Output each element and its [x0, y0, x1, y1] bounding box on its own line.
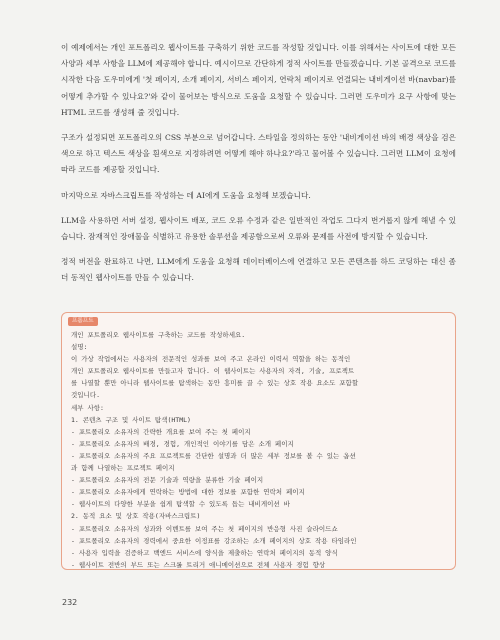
- prompt-box: [61, 312, 456, 570]
- page-number: 232: [62, 598, 78, 607]
- prompt-line: 설명:: [71, 343, 88, 352]
- prompt-line: - 포트폴리오 소유자의 주요 프로젝트를 간단한 설명과 더 많은 세부 정보를 볼 수 있는 옵션: [71, 451, 356, 460]
- prompt-line: - 사용자 입력을 검증하고 백엔드 서비스에 양식을 제출하는 연락처 페이지의 동적 양식: [71, 548, 338, 557]
- prompt-line: 1. 콘텐츠 구조 및 사이트 탐색(HTML): [71, 415, 191, 424]
- prompt-line: 과 함께 나열하는 프로젝트 페이지: [71, 464, 175, 473]
- prompt-line: - 포트폴리오 소유자의 성과와 이벤트를 보여 주는 첫 페이지의 반응형 사진 슬라이드쇼: [71, 524, 338, 533]
- prompt-line: 개인 포트폴리오 웹사이트를 구축하는 코드를 작성하세요.: [71, 331, 246, 339]
- prompt-text: [71, 329, 447, 570]
- prompt-line: 것입니다.: [71, 391, 101, 400]
- paragraph: 구조가 설정되면 포트폴리오의 CSS 부분으로 넘어갑니다. 스타일을 정의하는 동안 '내비게이션 바의 배경 색상을 검은색으로 하고 텍스트 색상을 흰색으로 지정하려면 어떻게 해야 하나요?'라고 물어볼 수 있습니다. 그러면 LLM이 요청에 따라 코드를 제공할 것입니다.: [61, 133, 456, 175]
- paragraph: 마지막으로 자바스크립트를 작성하는 데 AI에게 도움을 요청해 보겠습니다.: [61, 190, 311, 200]
- prompt-line: 2. 동적 요소 및 상호 작용(자바스크립트): [71, 512, 201, 521]
- prompt-line: - 포트폴리오 소유자의 간략한 개요를 보여 주는 첫 페이지: [71, 427, 251, 436]
- prompt-tag: 프롬프트: [68, 317, 98, 326]
- body-text: [61, 40, 456, 296]
- prompt-line: - 포트폴리오 소유자에게 연락하는 방법에 대한 정보를 포함한 연락처 페이지: [71, 488, 305, 497]
- prompt-line: 이 가상 작업에서는 사용자의 전문적인 성과를 보여 주고 온라인 이력서 역할을 하는 동적인: [71, 355, 351, 364]
- prompt-line: - 포트폴리오 소유자의 경력에서 중요한 이정표를 강조하는 소개 페이지의 상호 작용 타임라인: [71, 536, 357, 545]
- paragraph: 이 예제에서는 개인 포트폴리오 웹사이트를 구축하기 위한 코드를 작성할 것입니다. 이를 위해서는 사이트에 대한 모든 사양과 세부 사항을 LLM에 제공해야 합니다. 예시이므로 간단하게 정적 사이트를 만들겠습니다. 기본 골격으로 코드를 시작한 다음 도우미에게 '첫 페이지, 소개 페이지, 서비스 페이지, 연락처 페이지로 연결되는 내비게이션 바(navbar)를 어떻게 추가할 수 있나요?'와 같이 물어보는 방식으로 도움을 요청할 수 있습니다. 그러면 도우미가 요구 사항에 맞는 HTML 코드를 생성해 줄 것입니다.: [61, 43, 456, 117]
- prompt-line: - 포트폴리오 소유자의 배경, 경험, 개인적인 이야기를 담은 소개 페이지: [71, 439, 294, 448]
- prompt-line: - 웹사이트의 다양한 부분을 쉽게 탐색할 수 있도록 돕는 내비게이션 바: [71, 500, 290, 509]
- prompt-line: 개인 포트폴리오 웹사이트를 만들고자 합니다. 이 웹사이트는 사용자의 자격, 기술, 프로젝트: [71, 367, 355, 376]
- prompt-line: 를 나열할 뿐만 아니라 웹사이트를 탐색하는 동안 흥미를 끌 수 있는 상호 작용 요소도 포함할: [71, 379, 359, 388]
- prompt-line: - 포트폴리오 소유자의 전문 기술과 역량을 분류한 기술 페이지: [71, 476, 264, 485]
- paragraph: LLM을 사용하면 서버 설정, 웹사이트 배포, 코드 오류 수정과 같은 일반적인 작업도 그다지 번거롭지 않게 해낼 수 있습니다. 잠재적인 장애물을 식별하고 유용한 솔루션을 제공함으로써 오류와 문제를 사전에 방지할 수 있습니다.: [61, 215, 456, 242]
- prompt-line: 세부 사항:: [71, 403, 104, 412]
- prompt-line: - 웹사이트 전반의 부드 또는 스크롤 트리거 애니메이션으로 전체 사용자 경험 향상: [71, 560, 326, 569]
- paragraph: 정적 버전을 완료하고 나면, LLM에게 도움을 요청해 데이터베이스에 연결하고 모든 콘텐츠를 하드 코딩하는 대신 좀 더 동적인 웹사이트를 만들 수 있습니다.: [61, 257, 456, 283]
